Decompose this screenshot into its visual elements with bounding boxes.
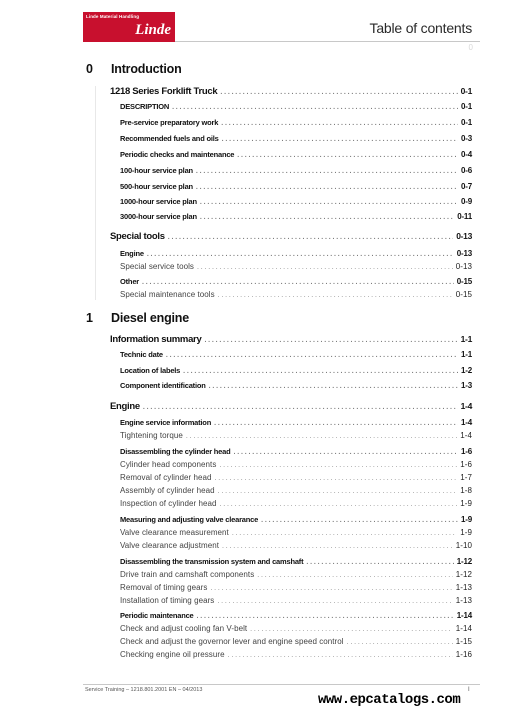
toc-entry-title: Other (120, 277, 140, 286)
toc-entry[interactable] (120, 596, 472, 605)
toc-entry-title: DESCRIPTION (120, 102, 170, 111)
toc-entry-page: 1-9 (460, 499, 472, 508)
toc-entry[interactable] (120, 212, 472, 221)
toc-entry-page: 1-9 (461, 515, 472, 524)
toc-entry-title: Location of labels (120, 366, 181, 375)
toc-entry-title: Inspection of cylinder head (120, 499, 217, 508)
logo-tagline: Linde Material Handling (86, 14, 140, 19)
toc-entry-page: 1-9 (460, 528, 472, 537)
toc-entry-title: Information summary (110, 334, 202, 345)
toc-entry-page: 1-6 (460, 460, 472, 469)
toc-entry-page: 1-16 (455, 650, 472, 659)
toc-entry-page: 0-13 (456, 249, 472, 258)
dot-leader (186, 433, 457, 440)
toc-entry-title: Drive train and camshaft components (120, 570, 255, 579)
toc-entry-page: 1-15 (455, 637, 472, 646)
toc-entry-page: 1-8 (460, 486, 472, 495)
toc-entry-page: 1-12 (455, 570, 472, 579)
toc-entry-title: 1218 Series Forklift Truck (110, 86, 218, 97)
dot-leader (222, 136, 458, 143)
toc-entry[interactable] (120, 418, 472, 427)
toc-entry-page: 0-9 (461, 197, 472, 206)
toc-entry-page: 1-6 (461, 447, 472, 456)
dot-leader (183, 368, 458, 375)
toc-entry-title: Installation of timing gears (120, 596, 215, 605)
toc-entry[interactable] (120, 460, 472, 469)
page-title: Table of contents (369, 20, 472, 36)
toc-entry-title: Periodic checks and maintenance (120, 150, 235, 159)
toc-entry[interactable] (110, 231, 472, 242)
dot-leader (347, 639, 453, 646)
dot-leader (200, 199, 458, 206)
toc-entry[interactable] (120, 102, 472, 111)
dot-leader (222, 543, 453, 550)
toc-entry-title: Disassembling the transmission system and camshaft (120, 557, 304, 566)
toc-entry[interactable] (120, 249, 472, 258)
toc-entry-page: 0-1 (461, 118, 472, 127)
dot-leader (142, 279, 454, 286)
dot-leader (219, 462, 457, 469)
toc-entry-page: 1-2 (461, 366, 472, 375)
toc-entry[interactable] (120, 350, 472, 359)
toc-entry[interactable] (110, 86, 472, 97)
toc-entry[interactable] (120, 182, 472, 191)
toc-entry-title: Measuring and adjusting valve clearance (120, 515, 259, 524)
toc-entry[interactable] (120, 290, 472, 299)
toc-entry-page: 1-7 (460, 473, 472, 482)
dot-leader (218, 488, 458, 495)
toc-entry-page: 0-11 (457, 212, 472, 221)
chapter-number: 1 (86, 311, 93, 325)
toc-entry[interactable] (120, 431, 472, 440)
toc-entry-page: 1-12 (456, 557, 472, 566)
toc-entry[interactable] (120, 515, 472, 524)
toc-entry-title: Valve clearance adjustment (120, 541, 219, 550)
toc-entry-title: Removal of timing gears (120, 583, 208, 592)
toc-entry-title: Check and adjust cooling fan V-belt (120, 624, 248, 633)
toc-entry-title: Disassembling the cylinder head (120, 447, 231, 456)
dot-leader (196, 168, 458, 175)
dot-leader (261, 517, 458, 524)
footer-doc-id: Service Training – 1218.801.2001 EN – 04/2013 (85, 687, 203, 693)
toc-entry-page: 0-1 (461, 102, 472, 111)
toc-entry-title: Tightening torque (120, 431, 183, 440)
toc-entry[interactable] (120, 611, 472, 620)
toc-entry-page: 1-4 (460, 431, 472, 440)
dot-leader (209, 383, 458, 390)
toc-entry-title: Valve clearance measurement (120, 528, 229, 537)
toc-entry-page: 1-10 (455, 541, 472, 550)
toc-entry-title: Component identification (120, 381, 206, 390)
toc-entry[interactable] (120, 541, 472, 550)
dot-leader (143, 404, 458, 411)
dot-leader (237, 152, 458, 159)
dot-leader (257, 572, 453, 579)
toc-entry-page: 1-4 (461, 418, 472, 427)
toc-entry-title: Engine service information (120, 418, 212, 427)
dot-leader (196, 184, 458, 191)
toc-entry[interactable] (120, 118, 472, 127)
toc-entry-page: 0-3 (461, 134, 472, 143)
toc-entry-title: Pre-service preparatory work (120, 118, 219, 127)
dot-leader (147, 251, 454, 258)
toc-entry[interactable] (120, 570, 472, 579)
toc-entry-page: 1-4 (460, 401, 472, 411)
footer-page-number: I (468, 687, 470, 693)
dot-leader (172, 104, 458, 111)
toc-entry-title: 1000-hour service plan (120, 197, 197, 206)
toc-entry-page: 0-13 (456, 231, 472, 241)
toc-entry-title: Check and adjust the governor lever and engine speed control (120, 637, 344, 646)
toc-entry[interactable] (120, 557, 472, 566)
toc-entry-page: 1-1 (460, 334, 472, 344)
toc-entry-page: 1-3 (461, 381, 472, 390)
toc-entry-page: 0-13 (455, 262, 472, 271)
toc-entry[interactable] (110, 401, 472, 412)
toc-entry[interactable] (120, 381, 472, 390)
toc-entry-page: 0-1 (460, 86, 472, 96)
toc-entry[interactable] (120, 262, 472, 271)
toc-entry-page: 1-14 (455, 624, 472, 633)
dot-leader (214, 420, 458, 427)
dot-leader (220, 89, 457, 96)
toc-entry-title: Engine (110, 401, 140, 412)
toc-entry-page: 0-15 (456, 277, 472, 286)
toc-entry-page: 1-13 (455, 583, 472, 592)
toc-entry[interactable] (120, 637, 472, 646)
toc-entry-title: Engine (120, 249, 144, 258)
logo-brand: Linde (135, 22, 171, 38)
toc-entry[interactable] (120, 277, 472, 286)
toc-entry-title: Special service tools (120, 262, 194, 271)
toc-entry[interactable] (120, 650, 472, 659)
footer-divider (83, 684, 480, 685)
toc-entry[interactable] (120, 528, 472, 537)
dot-leader (217, 598, 452, 605)
toc-entry[interactable] (120, 134, 472, 143)
toc-entry-title: 3000-hour service plan (120, 212, 197, 221)
toc-entry-title: Assembly of cylinder head (120, 486, 215, 495)
chapter-title: Diesel engine (111, 311, 189, 325)
toc-entry[interactable] (120, 197, 472, 206)
header-corner-mark: 0 (468, 43, 473, 52)
toc-entry[interactable] (120, 624, 472, 633)
toc-entry-title: Technic date (120, 350, 163, 359)
dot-leader (250, 626, 453, 633)
dot-leader (220, 501, 458, 508)
chapter-number: 0 (86, 62, 93, 76)
dot-leader (210, 585, 452, 592)
toc-entry[interactable] (120, 583, 472, 592)
dot-leader (218, 292, 453, 299)
toc-entry-title: Removal of cylinder head (120, 473, 212, 482)
toc-entry[interactable] (120, 486, 472, 495)
dot-leader (166, 352, 458, 359)
toc-entry[interactable] (120, 150, 472, 159)
toc-entry-page: 0-7 (461, 182, 472, 191)
toc-entry-title: Special maintenance tools (120, 290, 215, 299)
dot-leader (197, 264, 453, 271)
dot-leader (221, 120, 458, 127)
dot-leader (168, 234, 453, 241)
dot-leader (228, 652, 453, 659)
toc-entry[interactable] (120, 366, 472, 375)
dot-leader (197, 613, 454, 620)
toc-entry[interactable] (120, 473, 472, 482)
toc-entry-page: 0-4 (461, 150, 472, 159)
toc-entry-title: Special tools (110, 231, 165, 242)
toc-entry-title: Periodic maintenance (120, 611, 194, 620)
toc-entry-page: 1-13 (455, 596, 472, 605)
toc-entry-title: Recommended fuels and oils (120, 134, 219, 143)
toc-entry-title: Checking engine oil pressure (120, 650, 225, 659)
toc-entry-page: 1-1 (461, 350, 472, 359)
dot-leader (214, 475, 457, 482)
toc-entry-page: 1-14 (456, 611, 472, 620)
toc-entry[interactable] (120, 499, 472, 508)
toc-entry[interactable] (110, 334, 472, 345)
toc-entry-title: 100-hour service plan (120, 166, 193, 175)
toc-entry-page: 0-15 (455, 290, 472, 299)
toc-entry-title: 500-hour service plan (120, 182, 193, 191)
dot-leader (200, 214, 454, 221)
toc-entry-title: Cylinder head components (120, 460, 217, 469)
watermark-url: www.epcatalogs.com (318, 692, 461, 708)
chapter-title: Introduction (111, 62, 182, 76)
dot-leader (232, 530, 457, 537)
dot-leader (204, 337, 457, 344)
dot-leader (306, 559, 453, 566)
toc-entry[interactable] (120, 447, 472, 456)
toc-entry-page: 0-6 (461, 166, 472, 175)
dot-leader (234, 449, 459, 456)
toc-entry[interactable] (120, 166, 472, 175)
